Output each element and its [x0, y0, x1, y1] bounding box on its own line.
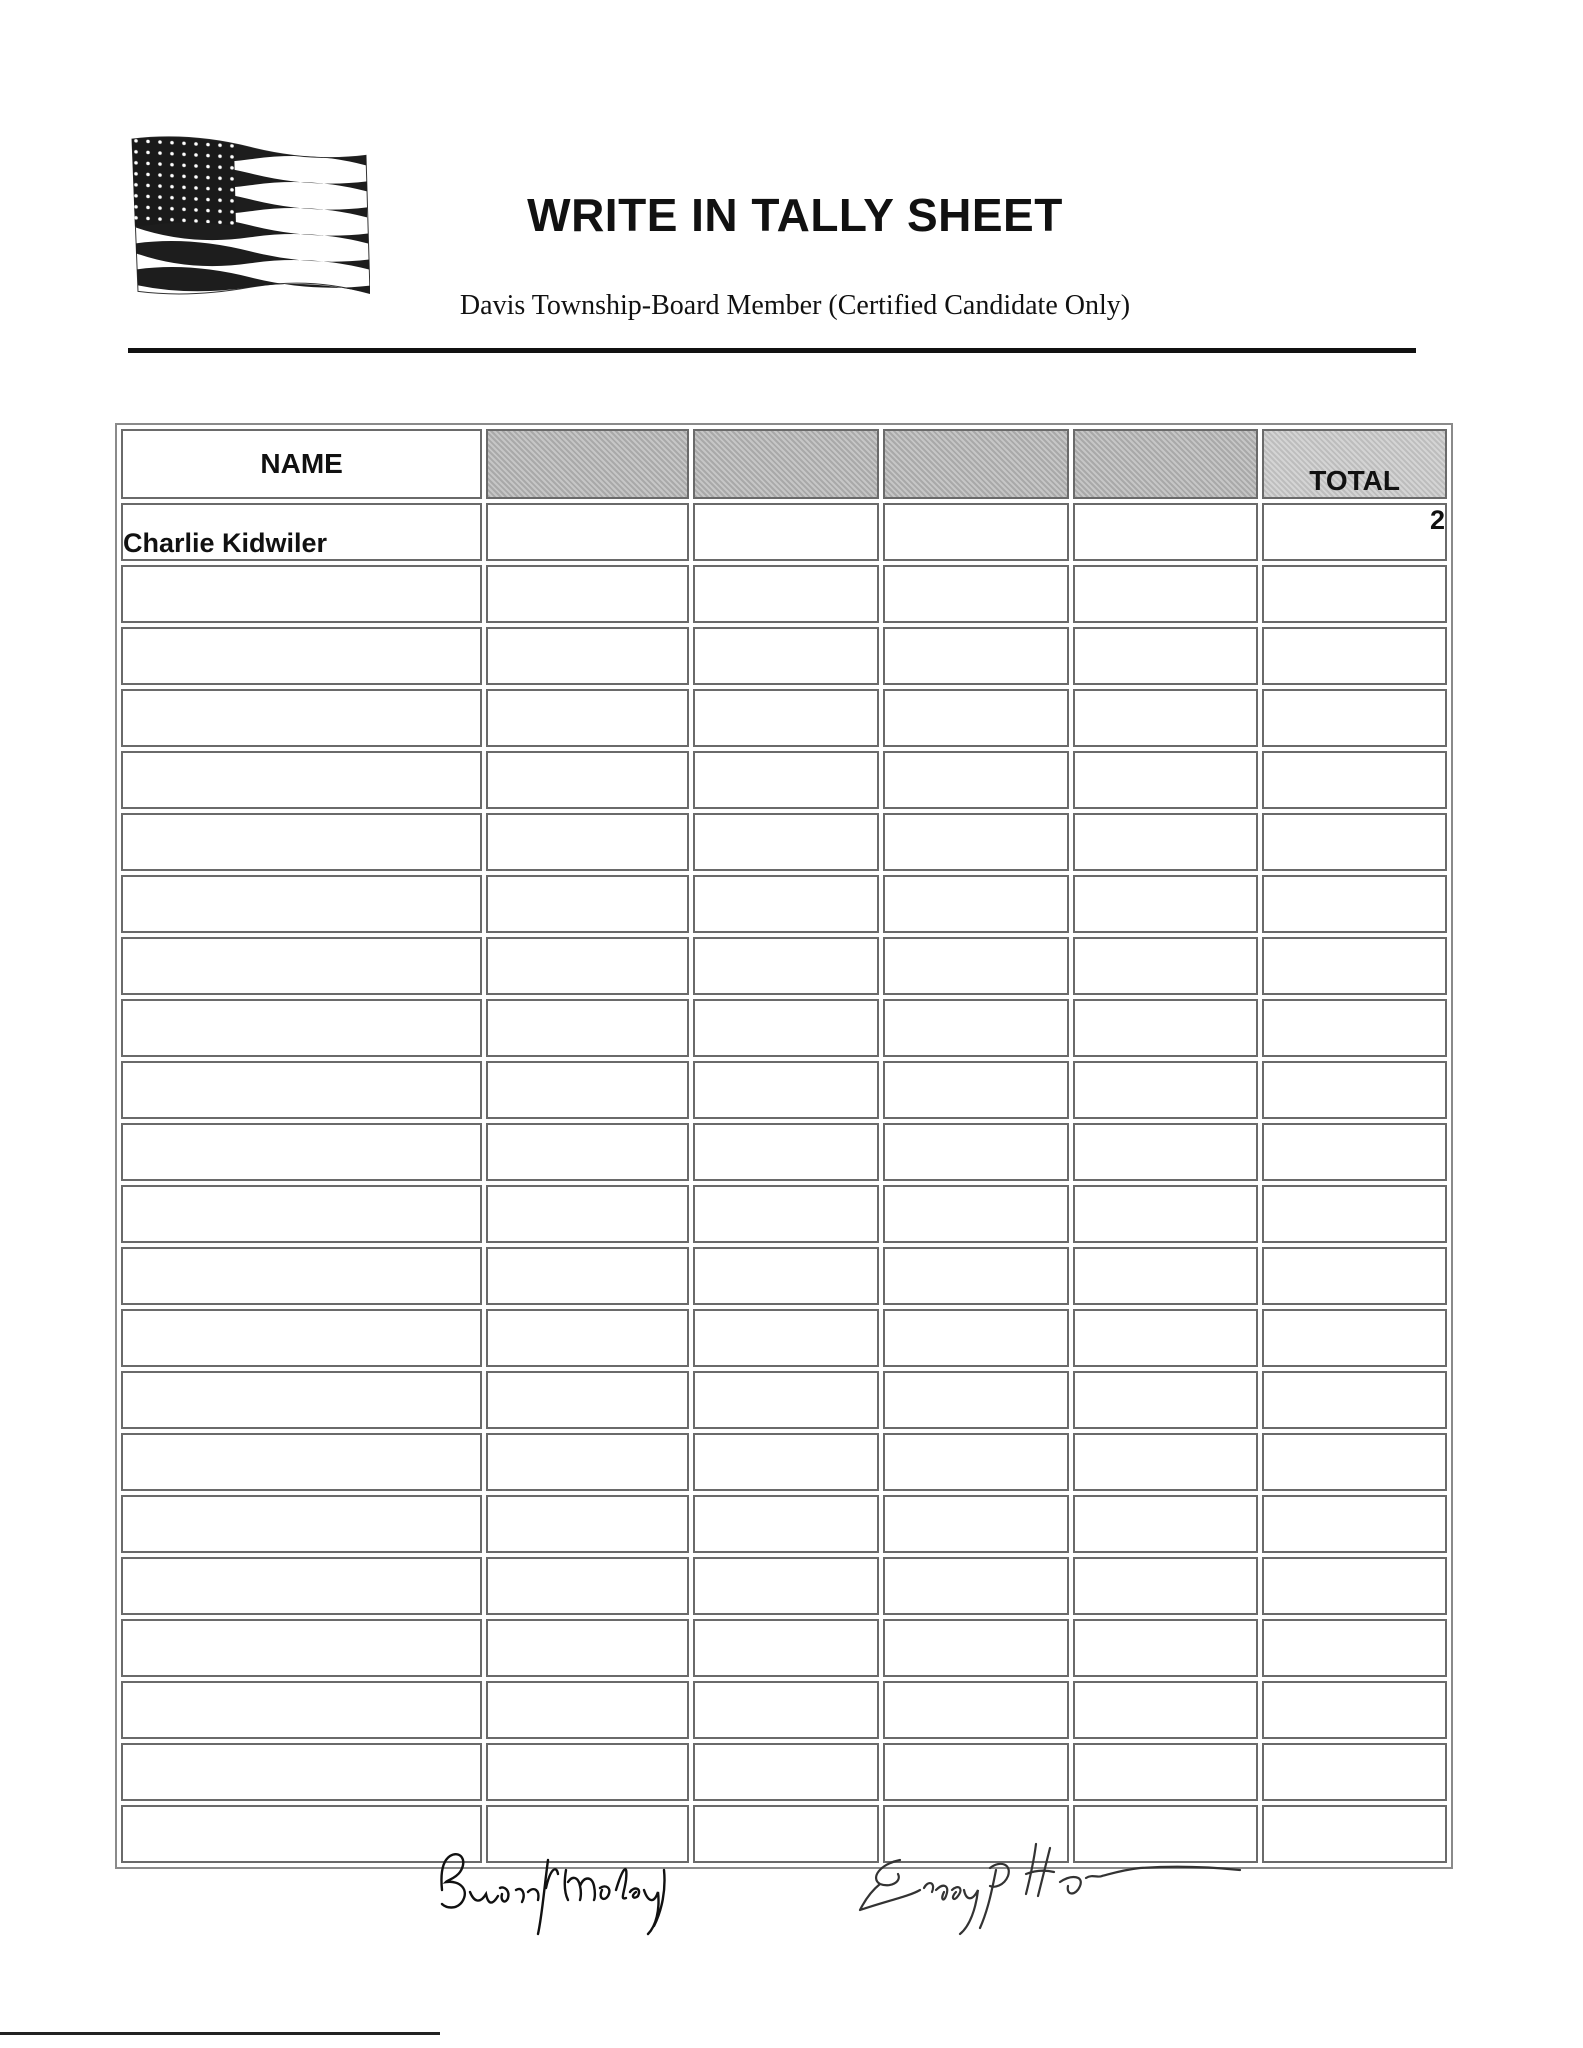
tally-cell	[693, 937, 879, 995]
tally-column-header	[693, 429, 879, 499]
tally-cell	[486, 1185, 689, 1243]
candidate-name-cell	[121, 937, 482, 995]
tally-cell	[693, 1681, 879, 1739]
tally-cell	[883, 813, 1069, 871]
tally-cell	[1073, 1495, 1259, 1553]
total-cell	[1262, 1619, 1447, 1677]
total-cell	[1262, 565, 1447, 623]
total-cell	[1262, 1185, 1447, 1243]
tally-cell	[693, 1743, 879, 1801]
tally-cell	[1073, 503, 1259, 561]
tally-cell	[883, 565, 1069, 623]
total-cell	[1262, 1123, 1447, 1181]
table-row	[121, 1185, 1447, 1243]
tally-cell	[693, 999, 879, 1057]
total-cell	[1262, 1247, 1447, 1305]
tally-cell	[883, 1681, 1069, 1739]
tally-cell	[693, 1371, 879, 1429]
candidate-name-cell	[121, 565, 482, 623]
tally-cell	[1073, 1123, 1259, 1181]
tally-cell	[486, 937, 689, 995]
candidate-name-cell	[121, 1247, 482, 1305]
table-row	[121, 1557, 1447, 1615]
candidate-name-cell	[121, 1805, 482, 1863]
tally-cell	[1073, 1309, 1259, 1367]
signature-right	[840, 1830, 1260, 1940]
candidate-name-cell	[121, 689, 482, 747]
candidate-name-cell	[121, 999, 482, 1057]
total-cell	[1262, 1681, 1447, 1739]
table-row	[121, 689, 1447, 747]
tally-cell	[693, 1185, 879, 1243]
total-cell	[1262, 875, 1447, 933]
tally-cell	[1073, 689, 1259, 747]
tally-cell	[486, 1309, 689, 1367]
total-cell	[1262, 627, 1447, 685]
tally-cell	[486, 565, 689, 623]
tally-cell	[486, 1371, 689, 1429]
table-row	[121, 1433, 1447, 1491]
total-cell: 2	[1262, 503, 1447, 561]
tally-cell	[486, 1557, 689, 1615]
tally-cell	[486, 813, 689, 871]
table-row	[121, 751, 1447, 809]
tally-cell	[883, 1495, 1069, 1553]
candidate-name-cell	[121, 813, 482, 871]
tally-cell	[883, 875, 1069, 933]
tally-cell	[693, 751, 879, 809]
table-row	[121, 1123, 1447, 1181]
tally-cell	[883, 1247, 1069, 1305]
tally-cell	[883, 1309, 1069, 1367]
table-row	[121, 1247, 1447, 1305]
total-cell	[1262, 1805, 1447, 1863]
tally-cell	[486, 1681, 689, 1739]
total-cell	[1262, 999, 1447, 1057]
candidate-name-cell: Charlie Kidwiler	[121, 503, 482, 561]
tally-column-header	[883, 429, 1069, 499]
tally-cell	[1073, 1061, 1259, 1119]
tally-cell	[1073, 1743, 1259, 1801]
table-row	[121, 503, 1447, 561]
tally-cell	[693, 875, 879, 933]
american-flag-icon	[130, 135, 370, 305]
candidate-name-cell	[121, 1185, 482, 1243]
table-row	[121, 1681, 1447, 1739]
name-column-header: NAME	[121, 429, 482, 499]
tally-cell	[693, 1247, 879, 1305]
tally-cell	[486, 751, 689, 809]
table-row	[121, 875, 1447, 933]
page-subtitle: Davis Township-Board Member (Certified Candidate Only)	[459, 290, 1131, 321]
total-cell	[1262, 1433, 1447, 1491]
tally-cell	[883, 1433, 1069, 1491]
tally-cell	[693, 689, 879, 747]
candidate-name-cell	[121, 1371, 482, 1429]
total-cell	[1262, 1371, 1447, 1429]
tally-cell	[486, 1495, 689, 1553]
tally-cell	[1073, 875, 1259, 933]
candidate-name-cell	[121, 1619, 482, 1677]
tally-cell	[693, 503, 879, 561]
tally-cell	[693, 813, 879, 871]
header-row	[121, 429, 1447, 499]
candidate-name-cell	[121, 751, 482, 809]
tally-cell	[1073, 1681, 1259, 1739]
tally-cell	[1073, 813, 1259, 871]
candidate-name-cell	[121, 1309, 482, 1367]
tally-cell	[693, 1495, 879, 1553]
table-row	[121, 937, 1447, 995]
tally-cell	[486, 1743, 689, 1801]
tally-cell	[486, 1247, 689, 1305]
table-row	[121, 1619, 1447, 1677]
table-row	[121, 627, 1447, 685]
tally-cell	[693, 1557, 879, 1615]
tally-cell	[883, 999, 1069, 1057]
tally-cell	[883, 503, 1069, 561]
total-cell	[1262, 1309, 1447, 1367]
tally-cell	[1073, 937, 1259, 995]
tally-cell	[693, 627, 879, 685]
total-cell	[1262, 937, 1447, 995]
table-row	[121, 1061, 1447, 1119]
table-row	[121, 565, 1447, 623]
tally-cell	[1073, 1247, 1259, 1305]
table-row	[121, 1743, 1447, 1801]
tally-cell	[883, 1743, 1069, 1801]
tally-cell	[693, 565, 879, 623]
tally-cell	[486, 1123, 689, 1181]
tally-cell	[486, 627, 689, 685]
candidate-name-cell	[121, 1743, 482, 1801]
tally-cell	[883, 1371, 1069, 1429]
tally-cell	[693, 1309, 879, 1367]
tally-cell	[1073, 999, 1259, 1057]
table-row	[121, 999, 1447, 1057]
total-cell	[1262, 1743, 1447, 1801]
table-row	[121, 813, 1447, 871]
table-row	[121, 1495, 1447, 1553]
table-row	[121, 1371, 1447, 1429]
tally-cell	[883, 689, 1069, 747]
candidate-name-cell	[121, 1495, 482, 1553]
tally-cell	[486, 1433, 689, 1491]
tally-table	[115, 423, 1453, 1869]
total-cell	[1262, 813, 1447, 871]
tally-cell	[883, 937, 1069, 995]
tally-cell	[883, 627, 1069, 685]
tally-cell	[693, 1619, 879, 1677]
tally-cell	[883, 1185, 1069, 1243]
tally-cell	[693, 1123, 879, 1181]
total-cell	[1262, 1061, 1447, 1119]
candidate-name-cell	[121, 1557, 482, 1615]
candidate-name-cell	[121, 627, 482, 685]
total-cell	[1262, 689, 1447, 747]
tally-cell	[883, 1619, 1069, 1677]
tally-cell	[486, 1061, 689, 1119]
header-divider	[128, 348, 1416, 353]
signature-left	[430, 1830, 720, 1940]
tally-cell	[1073, 565, 1259, 623]
tally-cell	[1073, 1185, 1259, 1243]
tally-cell	[486, 875, 689, 933]
candidate-name-cell	[121, 1681, 482, 1739]
tally-cell	[1073, 627, 1259, 685]
total-cell	[1262, 751, 1447, 809]
tally-cell	[1073, 1371, 1259, 1429]
candidate-name-cell	[121, 1123, 482, 1181]
tally-column-header	[1073, 429, 1259, 499]
candidate-name-cell	[121, 1433, 482, 1491]
tally-cell	[486, 1619, 689, 1677]
tally-cell	[486, 689, 689, 747]
total-cell	[1262, 1557, 1447, 1615]
scan-edge-line	[0, 2032, 440, 2035]
tally-cell	[1073, 751, 1259, 809]
tally-cell	[1073, 1433, 1259, 1491]
tally-cell	[883, 1557, 1069, 1615]
page-title: WRITE IN TALLY SHEET	[527, 189, 1063, 241]
candidate-name-cell	[121, 1061, 482, 1119]
tally-cell	[486, 999, 689, 1057]
tally-column-header	[486, 429, 689, 499]
tally-cell	[486, 503, 689, 561]
tally-cell	[883, 751, 1069, 809]
tally-cell	[1073, 1619, 1259, 1677]
tally-cell	[883, 1061, 1069, 1119]
total-cell	[1262, 1495, 1447, 1553]
tally-cell	[883, 1123, 1069, 1181]
table-row	[121, 1309, 1447, 1367]
candidate-name-cell	[121, 875, 482, 933]
total-column-header: TOTAL	[1262, 429, 1447, 499]
tally-cell	[693, 1433, 879, 1491]
tally-cell	[1073, 1557, 1259, 1615]
tally-cell	[693, 1061, 879, 1119]
